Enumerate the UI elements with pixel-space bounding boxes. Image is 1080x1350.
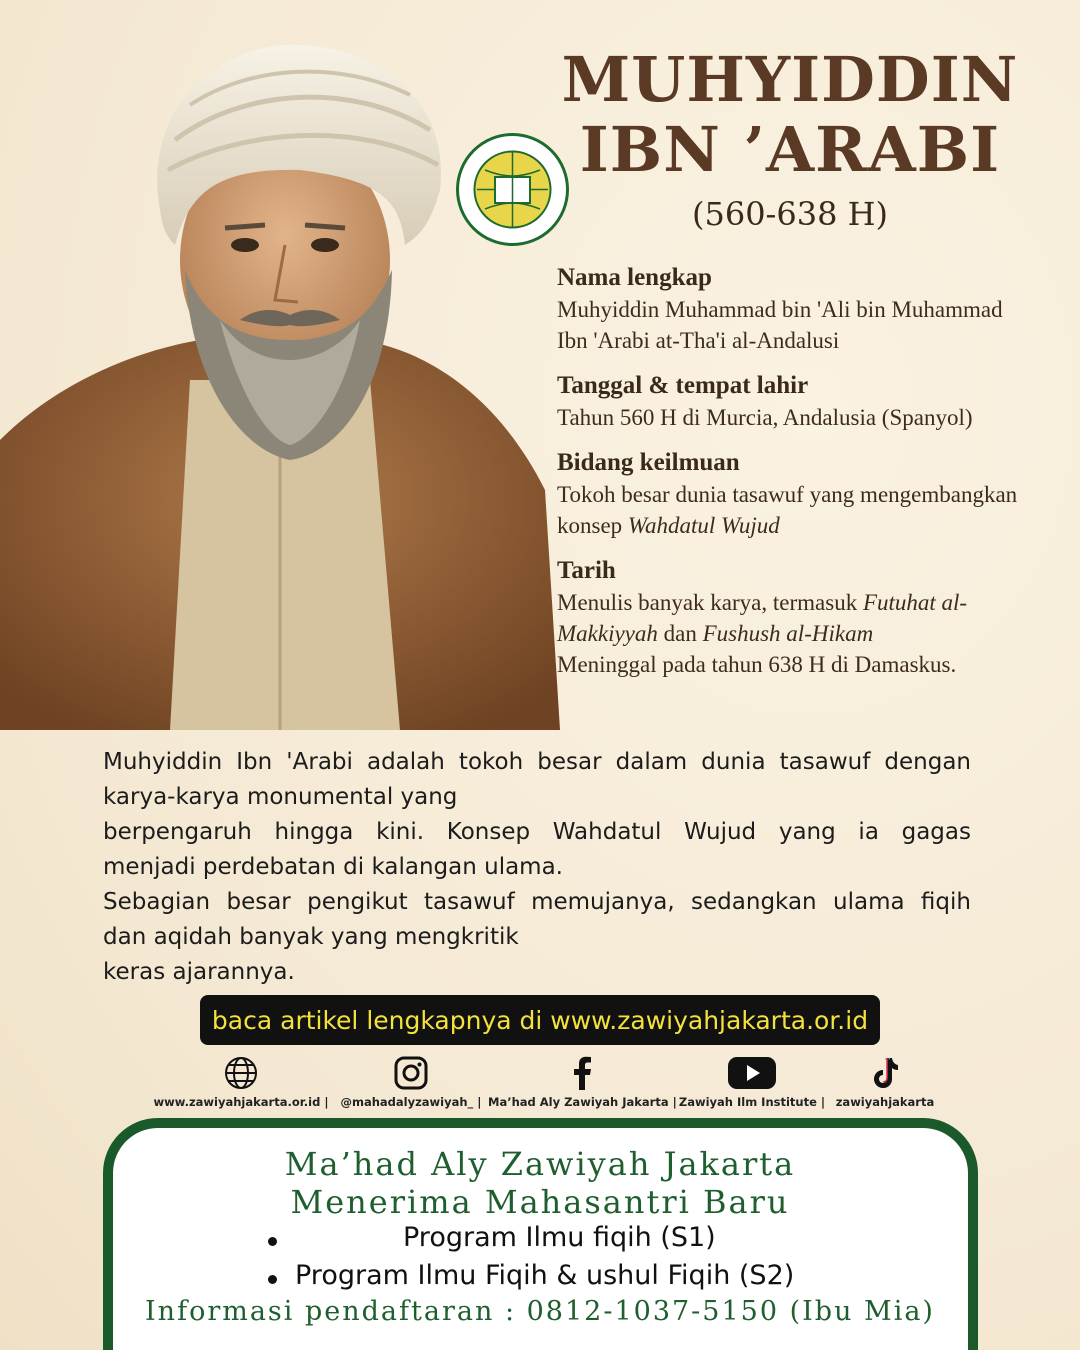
social-label: zawiyahjakarta	[835, 1095, 935, 1109]
admission-title-line-1: Ma’had Aly Zawiyah Jakarta	[284, 1145, 796, 1183]
social-links	[150, 1055, 940, 1115]
facebook-icon	[570, 1056, 594, 1090]
info-value	[557, 510, 1072, 541]
info-block-name	[557, 262, 1072, 356]
paragraph-line: Sebagian besar pengikut tasawuf memujanya, sedangkan ulama fiqih	[103, 889, 971, 915]
info-italic-term: Wahdatul Wujud	[627, 513, 780, 538]
paragraph-line: dan aqidah banyak yang mengkritik	[103, 924, 519, 950]
social-instagram[interactable]	[335, 1055, 487, 1115]
paragraph-line: menjadi perdebatan di kalangan ulama.	[103, 854, 563, 880]
info-block-birth	[557, 370, 1072, 433]
paragraph-line: Muhyiddin Ibn 'Arabi adalah tokoh besar dalam dunia tasawuf dengan	[103, 749, 971, 775]
paragraph-line: keras ajarannya.	[103, 959, 295, 985]
social-youtube[interactable]	[678, 1055, 826, 1115]
info-italic-term: Makkiyyah	[557, 621, 658, 646]
social-website[interactable]	[150, 1055, 332, 1115]
paragraph-line: karya-karya monumental yang	[103, 784, 458, 810]
info-value	[557, 618, 1072, 649]
info-heading: Nama lengkap	[557, 264, 712, 291]
bullet-dot	[268, 1275, 277, 1284]
summary-paragraph	[103, 745, 971, 990]
info-value: Muhyiddin Muhammad bin 'Ali bin Muhammad	[557, 297, 1003, 322]
program-item: Program Ilmu Fiqih & ushul Fiqih (S2)	[295, 1260, 795, 1291]
read-article-link[interactable]: baca artikel lengkapnya di www.zawiyahjakarta.or.id	[200, 995, 880, 1045]
info-value: Tahun 560 H di Murcia, Andalusia (Spanyol)	[557, 405, 973, 430]
info-block-field	[557, 447, 1072, 541]
page-title	[540, 45, 1040, 185]
registration-contact: Informasi pendaftaran : 0812-1037-5150 (Ibu Mia)	[145, 1296, 935, 1327]
social-label: Zawiyah Ilm Institute |	[678, 1095, 826, 1109]
title-line-1: MUHYIDDIN	[561, 43, 1019, 116]
info-block-history	[557, 555, 1072, 680]
biography-info	[557, 262, 1072, 694]
social-label: @mahadalyzawiyah_ |	[340, 1095, 482, 1109]
info-italic-term: Fushush al-Hikam	[702, 621, 874, 646]
social-tiktok[interactable]	[830, 1055, 940, 1115]
tiktok-icon	[870, 1056, 900, 1090]
info-text: konsep	[557, 513, 628, 538]
years-subtitle: (560-638 H)	[691, 195, 888, 233]
info-text: dan	[657, 621, 703, 646]
program-item: Program Ilmu fiqih (S1)	[403, 1222, 716, 1253]
info-heading: Bidang keilmuan	[557, 449, 740, 476]
youtube-icon	[728, 1056, 776, 1090]
instagram-icon	[394, 1056, 428, 1090]
info-value: Tokoh besar dunia tasawuf yang mengembangkan	[557, 482, 1018, 507]
paragraph-line: berpengaruh hingga kini. Konsep Wahdatul Wujud yang ia gagas	[103, 819, 971, 845]
admission-title-line-2: Menerima Mahasantri Baru	[290, 1183, 790, 1221]
info-value: Ibn 'Arabi at-Tha'i al-Andalusi	[557, 328, 840, 353]
globe-icon	[224, 1056, 258, 1090]
social-label: www.zawiyahjakarta.or.id |	[153, 1095, 329, 1109]
admission-title	[0, 1145, 1080, 1221]
social-label: Ma’had Aly Zawiyah Jakarta |	[488, 1095, 677, 1109]
social-facebook[interactable]	[488, 1055, 676, 1115]
title-line-2: IBN ’ARABI	[579, 113, 1001, 186]
info-text: Menulis banyak karya, termasuk	[557, 590, 863, 615]
info-heading: Tarih	[557, 557, 616, 584]
info-value	[557, 587, 1072, 618]
globe-book-logo	[455, 132, 570, 247]
info-heading: Tanggal & tempat lahir	[557, 372, 809, 399]
info-italic-term: Futuhat al-	[862, 590, 968, 615]
portrait-illustration	[0, 20, 560, 730]
info-value: Meninggal pada tahun 638 H di Damaskus.	[557, 652, 957, 677]
bullet-dot	[268, 1237, 277, 1246]
